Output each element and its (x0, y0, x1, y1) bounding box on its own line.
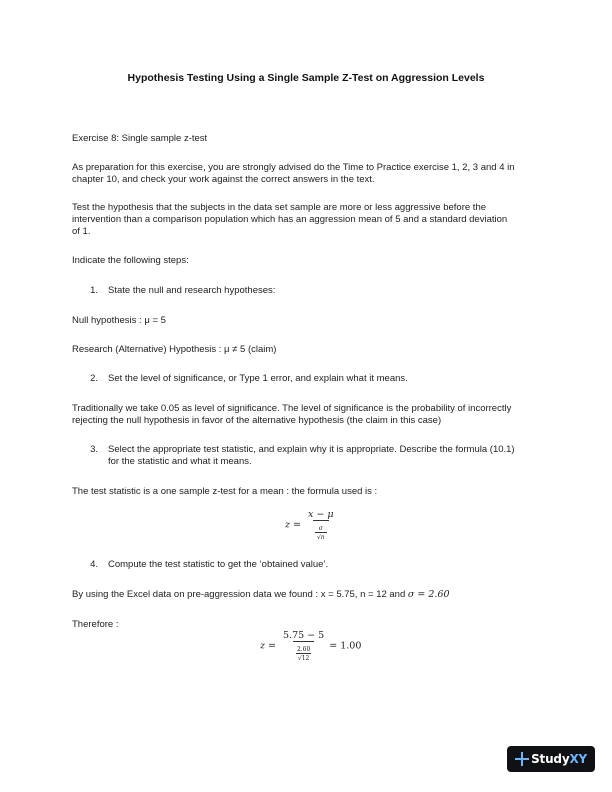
research-hypothesis: Research (Alternative) Hypothesis : μ ≠ 5 (claim) (72, 344, 277, 355)
test-paragraph-line-2: intervention than a comparison population which has an aggression mean of 5 and a standard deviation (72, 214, 508, 225)
prep-paragraph-line-1: As preparation for this exercise, you are strongly advised do the Time to Practice exercise 1, 2, 3 and 4 in (72, 162, 515, 173)
plus-icon (515, 752, 526, 766)
studyxy-logo (507, 746, 595, 772)
z-computation (260, 630, 361, 662)
formula-numerator: x − μ (308, 509, 334, 520)
computation-numerator: 5.75 − 5 (283, 630, 325, 641)
computation-den-denominator: √12 (297, 655, 310, 662)
null-hypothesis: Null hypothesis : μ = 5 (72, 315, 166, 326)
step-1-number: 1. (90, 285, 98, 296)
step-3-line-2: for the statistic and what it means. (108, 456, 252, 467)
significance-line-2: rejecting the null hypothesis in favor of the alternative hypothesis (the claim in this case) (72, 415, 442, 426)
step-2-text: Set the level of significance, or Type 1 error, and explain what it means. (108, 373, 408, 384)
indicate-steps: Indicate the following steps: (72, 255, 189, 266)
formula-z-label: z = (285, 519, 301, 531)
step-3-number: 3. (90, 444, 98, 455)
logo-text (531, 752, 587, 766)
z-formula (285, 509, 336, 541)
computation-z-label: z = (260, 640, 276, 652)
step-1-text: State the null and research hypotheses: (108, 285, 276, 296)
computation-result: = 1.00 (329, 640, 362, 652)
computation-den-numerator: 2.60 (296, 646, 311, 653)
excel-data-text: By using the Excel data on pre-aggression data we found : x = 5.75, n = 12 and (72, 589, 406, 600)
formula-sqrt-n: √n (316, 534, 325, 541)
step-4-number: 4. (90, 559, 98, 570)
excel-data-sentence (72, 589, 450, 602)
exercise-heading: Exercise 8: Single sample z-test (72, 133, 208, 144)
step-3-line-1: Select the appropriate test statistic, and explain why it is appropriate. Describe the formula (10.1) (108, 444, 515, 455)
significance-line-1: Traditionally we take 0.05 as level of significance. The level of significance is the probability of incorrectly (72, 403, 512, 414)
test-paragraph-line-3: of 1. (72, 226, 91, 237)
therefore-label: Therefore : (72, 619, 119, 630)
step-2-number: 2. (90, 373, 98, 384)
prep-paragraph-line-2: chapter 10, and check your work against the correct answers in the text. (72, 174, 375, 185)
document-title: Hypothesis Testing Using a Single Sample Z-Test on Aggression Levels (127, 72, 485, 84)
excel-sigma-value: σ = 2.60 (407, 589, 450, 600)
formula-sigma: σ (318, 525, 323, 532)
logo-text-xy: XY (569, 752, 587, 766)
step-4-text: Compute the test statistic to get the ‘obtained value’. (108, 559, 329, 570)
logo-text-study: Study (531, 752, 570, 766)
test-paragraph-line-1: Test the hypothesis that the subjects in the data set sample are more or less aggressive before the (72, 202, 487, 213)
test-statistic-description: The test statistic is a one sample z-test for a mean : the formula used is : (72, 486, 378, 497)
